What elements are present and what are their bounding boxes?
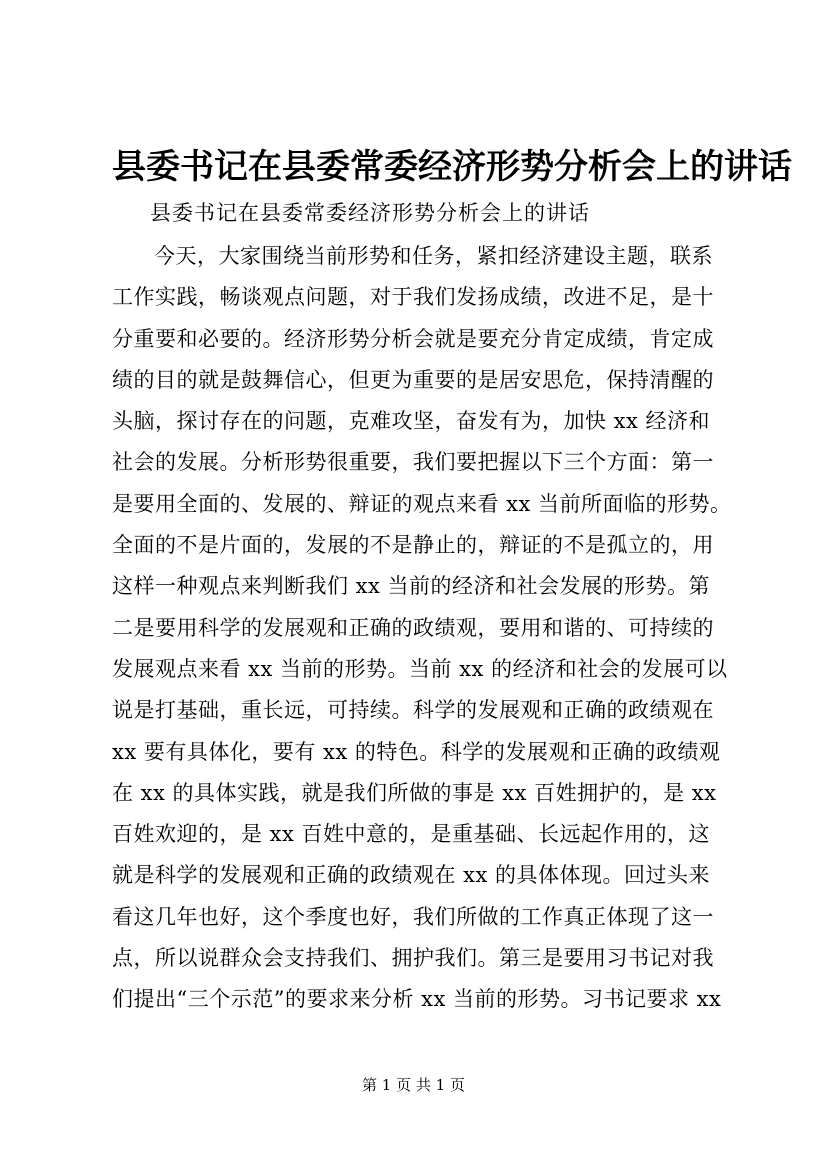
body-line: 全面的不是片面的，发展的不是静止的，辩证的不是孤立的，用 xyxy=(112,533,714,558)
document-body xyxy=(112,236,752,1021)
body-line: 是要用全面的、发展的、辩证的观点来看 xx 当前所面临的形势。 xyxy=(112,491,732,516)
body-line: 工作实践，畅谈观点问题，对于我们发扬成绩，改进不足，是十 xyxy=(112,285,714,310)
body-line: xx 要有具体化，要有 xx 的特色。科学的发展观和正确的政绩观 xyxy=(112,739,721,764)
body-line: 头脑，探讨存在的问题，克难攻坚，奋发有为，加快 xx 经济和 xyxy=(112,409,711,434)
body-line: 看这几年也好，这个季度也好，我们所做的工作真正体现了这一 xyxy=(112,904,714,929)
body-line: 今天，大家围绕当前形势和任务，紧扣经济建设主题，联系 xyxy=(154,244,713,268)
body-line: 在 xx 的具体实践，就是我们所做的事是 xx 百姓拥护的，是 xx xyxy=(112,780,717,805)
body-line: 百姓欢迎的，是 xx 百姓中意的，是重基础、长远起作用的，这 xyxy=(112,822,711,847)
body-line: 点，所以说群众会支持我们、拥护我们。第三是要用习书记对我 xyxy=(112,946,714,971)
body-line: 说是打基础，重长远，可持续。科学的发展观和正确的政绩观在 xyxy=(112,698,714,723)
body-line: 绩的目的就是鼓舞信心，但更为重要的是居安思危，保持清醒的 xyxy=(112,367,714,392)
page-footer: 第 1 页 共 1 页 xyxy=(362,1076,465,1094)
body-line: 二是要用科学的发展观和正确的政绩观，要用和谐的、可持续的 xyxy=(112,615,714,640)
body-line: 发展观点来看 xx 当前的形势。当前 xx 的经济和社会的发展可以 xyxy=(112,656,728,681)
body-line: 就是科学的发展观和正确的政绩观在 xx 的具体体现。回过头来 xyxy=(112,863,711,888)
body-line: 这样一种观点来判断我们 xx 当前的经济和社会发展的形势。第 xyxy=(112,574,711,599)
document-title: 县委书记在县委常委经济形势分析会上的讲话 xyxy=(112,147,792,187)
document-subtitle: 县委书记在县委常委经济形势分析会上的讲话 xyxy=(150,201,590,225)
body-line: 们提出“三个示范”的要求来分析 xx 当前的形势。习书记要求 xx xyxy=(112,987,722,1012)
body-line: 分重要和必要的。经济形势分析会就是要充分肯定成绩，肯定成 xyxy=(112,326,714,351)
body-line: 社会的发展。分析形势很重要，我们要把握以下三个方面：第一 xyxy=(112,450,714,475)
